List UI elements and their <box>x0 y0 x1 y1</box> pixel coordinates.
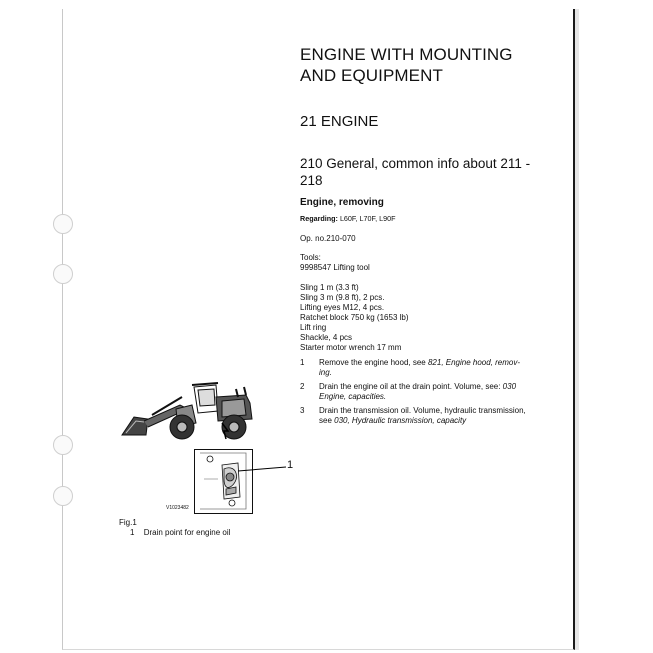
wheel-loader-illustration <box>118 375 258 441</box>
op-number: Op. no.210-070 <box>300 234 356 243</box>
step-reference: 821, Engine hood, remov- <box>427 358 521 367</box>
callout-number: 1 <box>287 459 294 471</box>
equipment-item: Shackle, 4 pcs <box>300 333 353 342</box>
punch-hole <box>53 435 73 455</box>
step-number: 2 <box>300 382 305 391</box>
subsection-title: 210 General, common info about 211 - 218 <box>300 156 531 188</box>
regarding-label: Regarding: <box>300 214 338 223</box>
step-number: 3 <box>300 406 305 415</box>
equipment-list <box>300 283 409 353</box>
tools-block <box>300 253 370 273</box>
step-reference: 030 <box>502 382 517 391</box>
figure-caption <box>130 528 230 538</box>
step-text: Drain the engine oil at the drain point. Volume, see: 030 Engine, capacities. <box>319 382 517 401</box>
punch-hole <box>53 486 73 506</box>
step-reference: Engine, capacities. <box>319 392 387 401</box>
step-number: 1 <box>300 358 305 367</box>
bucket-shape <box>122 417 148 435</box>
chapter-title: ENGINE WITH MOUNTING AND EQUIPMENT <box>300 45 513 85</box>
equipment-item: Sling 3 m (9.8 ft), 2 pcs. <box>300 293 385 302</box>
regarding-line <box>300 214 395 224</box>
step-reference: ing. <box>319 368 332 377</box>
punch-hole <box>53 264 73 284</box>
equipment-item: Starter motor wrench 17 mm <box>300 343 402 352</box>
step-reference: 030, Hydraulic transmission, capacity <box>334 416 467 425</box>
figure-label: Fig.1 <box>119 518 137 527</box>
section-title: 21 ENGINE <box>300 113 379 130</box>
image-code: V1023482 <box>166 505 189 511</box>
caption-text: Drain point for engine oil <box>143 528 231 537</box>
step-text: Remove the engine hood, see 821, Engine hood, remov- ing. <box>319 358 521 377</box>
tools-label: Tools: <box>300 253 321 262</box>
caption-number: 1 <box>130 528 135 537</box>
equipment-item: Ratchet block 750 kg (1653 lb) <box>300 313 409 322</box>
equipment-item: Sling 1 m (3.3 ft) <box>300 283 359 292</box>
equipment-item: Lift ring <box>300 323 327 332</box>
procedure-title: Engine, removing <box>300 197 384 208</box>
drain-point-detail <box>194 449 299 519</box>
regarding-models: L60F, L70F, L90F <box>339 214 396 223</box>
equipment-item: Lifting eyes M12, 4 pcs. <box>300 303 385 312</box>
step-text: Drain the transmission oil. Volume, hydraulic transmission, see 030, Hydraulic transmission, capacity <box>319 406 526 425</box>
tool-item: 9998547 Lifting tool <box>300 263 370 272</box>
punch-hole <box>53 214 73 234</box>
